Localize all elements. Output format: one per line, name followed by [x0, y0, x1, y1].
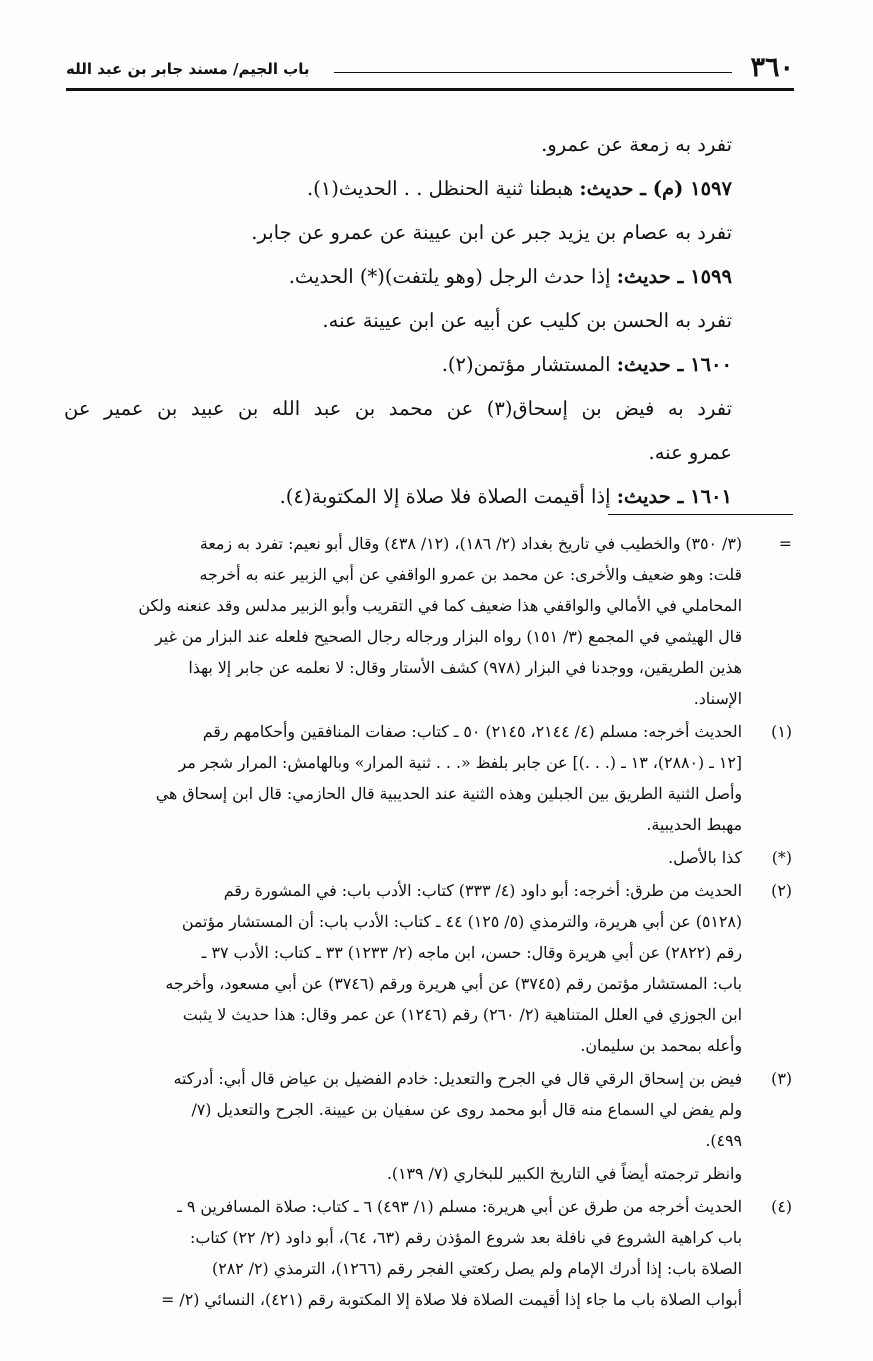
hadith-line [64, 343, 732, 387]
footnote-line: المحاملي في الأمالي والواقفي هذا ضعيف كما في التقريب وأبو الزبير مدلس وقد عنعنه ولكن [138, 596, 742, 615]
hadith-text: إذا حدث الرجل (وهو يلتفت)(*) الحديث. [288, 265, 617, 288]
footnote-line: الحديث أخرجه من طرق عن أبي هريرة: مسلم (١/ ٤٩٣) ٦ ـ كتاب: صلاة المسافرين ٩ ـ [177, 1197, 742, 1216]
footnote-line: الحديث من طرق: أخرجه: أبو داود (٤/ ٣٣٣) كتاب: الأدب باب: في المشورة رقم [223, 881, 742, 900]
footnote-marker: = [778, 534, 792, 553]
hadith-line [64, 255, 732, 299]
hadith-number: ١٦٠١ ـ حديث: [616, 485, 732, 508]
footnote [66, 1191, 792, 1315]
footnote-line: كذا بالأصل. [668, 848, 742, 867]
footnote-line: قلت: وهو ضعيف والأخرى: عن محمد بن عمرو الواقفي عن أبي الزبير عنه به أخرجه [199, 565, 742, 584]
page-number: ٣٦٠ [750, 52, 794, 83]
footnote-line: الصلاة باب: إذا أدرك الإمام ولم يصل ركعتي الفجر رقم (١٢٦٦)، الترمذي (٢/ ٢٨٢) [212, 1259, 742, 1278]
footnote [66, 1063, 792, 1156]
footnote [66, 842, 792, 873]
footnote-line: ولم يفض لي السماع منه قال أبو محمد روى عن سفيان بن عيينة. الجرح والتعديل (٧/ [191, 1100, 742, 1119]
footnote-marker: (١) [771, 722, 792, 741]
hadith-text: إذا أقيمت الصلاة فلا صلاة إلا المكتوبة(٤). [279, 485, 617, 508]
footnote-body [66, 842, 742, 873]
hadith-number: ١٥٩٧ (م) ـ حديث: [579, 177, 732, 200]
footnote [66, 716, 792, 840]
footnote [66, 875, 792, 1061]
footnote-line: ابن الجوزي في العلل المتناهية (٢/ ٢٦٠) رقم (١٢٤٦) عن عمر وقال: هذا حديث لا يثبت [182, 1005, 742, 1024]
footnote-line: رقم (٢٨٢٢) عن أبي هريرة وقال: حسن، ابن ماجه (٢/ ١٢٣٣) ٣٣ ـ كتاب: الأدب ٣٧ ـ [201, 943, 742, 962]
text-line: عمرو عنه. [648, 441, 732, 464]
hadith-number: ١٦٠٠ ـ حديث: [616, 353, 732, 376]
hadith-line [64, 475, 732, 519]
hadith-text: هبطنا ثنية الحنظل . . الحديث(١). [306, 177, 580, 200]
footnote-body [66, 716, 742, 840]
header-rule [334, 72, 732, 73]
footnote-body [66, 875, 742, 1061]
footnotes [66, 528, 792, 1317]
footnote-marker: (٣) [771, 1069, 792, 1088]
footnote-line: (٥١٢٨) عن أبي هريرة، والترمذي (٥/ ١٢٥) ٤٤ ـ كتاب: الأدب باب: أن المستشار مؤتمن [181, 912, 742, 931]
footnote-line: وأعله بمحمد بن سليمان. [580, 1036, 742, 1055]
footnote-line: الإسناد. [693, 689, 742, 708]
header-title: باب الجيم/ مسند جابر بن عبد الله [66, 60, 310, 78]
footnote-body [66, 528, 742, 714]
footnote-body [66, 1063, 742, 1156]
text-line: تفرد به عصام بن يزيد جبر عن ابن عيينة عن عمرو عن جابر. [251, 221, 732, 244]
text-line: تفرد به زمعة عن عمرو. [541, 133, 732, 156]
footnote-line: قال الهيثمي في المجمع (٣/ ١٥١) رواه البزار ورجاله رجال الصحيح فلعله عند البزار من غير [155, 627, 742, 646]
text-line: تفرد به فيض بن إسحاق(٣) عن محمد بن عبد الله بن عبيد بن عمير عن [64, 397, 732, 420]
footnote-marker: (٢) [771, 881, 792, 900]
footnote-line: باب: المستشار مؤتمن رقم (٣٧٤٥) عن أبي هريرة ورقم (٣٧٤٦) عن أبي مسعود، وأخرجه [165, 974, 742, 993]
footnote-line: (٣/ ٣٥٠) والخطيب في تاريخ بغداد (٢/ ١٨٦)، (١٢/ ٤٣٨) وقال أبو نعيم: تفرد به زمعة [199, 534, 742, 553]
footnote-continuation: وانظر ترجمته أيضاً في التاريخ الكبير للبخاري (٧/ ١٣٩). [386, 1164, 742, 1183]
footnote-line: مهبط الحديبية. [646, 815, 742, 834]
footnote-line: فيض بن إسحاق الرقي قال في الجرح والتعديل: خادم الفضيل بن عياض قال أبي: أدركته [173, 1069, 742, 1088]
footnote [66, 528, 792, 714]
footnote-body [66, 1191, 742, 1315]
hadith-number: ١٥٩٩ ـ حديث: [616, 265, 732, 288]
footnote-marker: (*) [771, 848, 792, 867]
footnote-separator [608, 514, 793, 515]
footnote-marker: (٤) [771, 1197, 792, 1216]
footnote-line: الحديث أخرجه: مسلم (٤/ ٢١٤٤، ٢١٤٥) ٥٠ ـ كتاب: صفات المنافقين وأحكامهم رقم [202, 722, 742, 741]
footnote-line: [١٢ ـ (٢٨٨٠)، ١٣ ـ (. . .)] عن جابر بلفظ «. . . ثنية المرار» وبالهامش: المرار شجر مر [178, 753, 742, 772]
hadith-text: المستشار مؤتمن(٢). [441, 353, 617, 376]
footnote-line: باب كراهية الشروع في نافلة بعد شروع المؤذن رقم (٦٣، ٦٤)، أبو داود (٢/ ٢٢) كتاب: [190, 1228, 742, 1247]
text-line: تفرد به الحسن بن كليب عن أبيه عن ابن عيينة عنه. [322, 309, 732, 332]
running-header [66, 52, 794, 91]
footnote-line: هذين الطريقين، ووجدنا في البزار (٩٧٨) كشف الأستار وقال: لا نعلمه عن جابر إلا بهذا [188, 658, 742, 677]
main-text [64, 123, 732, 519]
footnote-line: ٤٩٩). [705, 1131, 742, 1150]
hadith-line [64, 167, 732, 211]
footnote-line: أبواب الصلاة باب ما جاء إذا أقيمت الصلاة فلا صلاة إلا المكتوبة رقم (٤٢١)، النسائي (٢/ = [161, 1290, 742, 1309]
footnote-line: وأصل الثنية الطريق بين الجبلين وهذه الثنية عند الحديبية قال الحازمي: قال ابن إسحاق هي [155, 784, 742, 803]
